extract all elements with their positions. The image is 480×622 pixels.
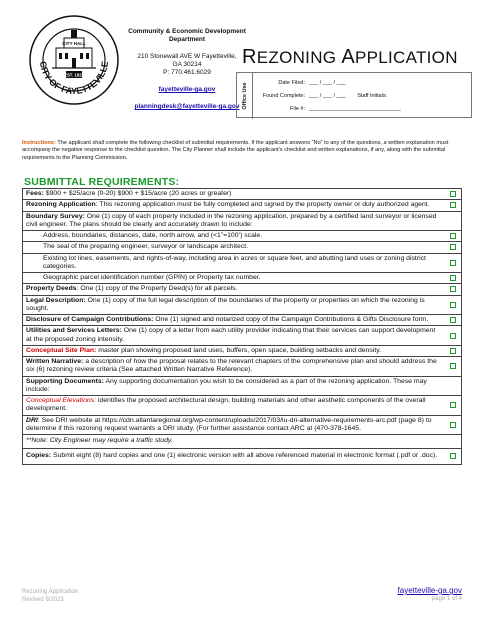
footer-left (22, 588, 78, 604)
instructions-text: The applicant shall complete the following checklist of submittal requirements. If the applicant answers “No” to any of the questions, a written explanation must accompany the negative response to the checklist question. The City Planner shall include the applicant’s checklist and written explanations, if any, along with the submittal requirements to the Planning Commission. (22, 140, 449, 161)
survey-gpin-checkbox[interactable] (450, 275, 456, 281)
checklist-row-survey-gpin: Geographic parcel identification number (GPIN) or Property tax number. (23, 273, 461, 284)
instructions-paragraph (22, 140, 462, 162)
checklist-row-utilities-letters: Utilities and Services Letters: One (1) copy of a letter from each utility provider indicating that their services can support development at the proposed zoning intensity. (23, 326, 461, 346)
checklist-row-copies: Copies: Submit eight (8) hard copies and one (1) electronic version with all above referenced material in electronic format (.pdf or .doc). (23, 449, 461, 463)
page-title: REZONING APPLICATION (242, 46, 458, 68)
document-header (22, 10, 462, 134)
submittal-checklist (22, 188, 462, 465)
checklist-row-property-deeds: Property Deeds: One (1) copy of the Property Deed(s) for all parcels. (23, 284, 461, 295)
svg-text:CITY OF FAYETTEVILLE: CITY OF FAYETTEVILLE (37, 60, 111, 97)
footer-revised-date: Revised 9/2023 (22, 597, 64, 603)
submittal-requirements-heading: SUBMITTAL REQUIREMENTS: (24, 176, 180, 188)
conceptual-elevations-checkbox[interactable] (450, 402, 456, 408)
staff-initials-label: Staff Initials: (357, 93, 388, 99)
dri-checkbox[interactable] (450, 422, 456, 428)
survey-seal-checkbox[interactable] (450, 244, 456, 250)
page-number: page 1 of 4 (431, 596, 462, 602)
checklist-row-dri: DRI: See DRI website at https://cdn.atlantaregional.org/wp-content/uploads/2017/03/lu-dri-alternative-requirements-arc.pdf (page 8) to determine if this rezoning request warrants a DRI study. (For further assistance contact ARC at (470-378-1645. (23, 416, 461, 436)
checklist-row-survey-address: Address, boundaries, distances, date, north arrow, and (<1”=100’) scale. (23, 231, 461, 242)
campaign-disclosure-checkbox[interactable] (450, 317, 456, 323)
property-deeds-checkbox[interactable] (450, 286, 456, 292)
conceptual-site-plan-checkbox[interactable] (450, 348, 456, 354)
written-narrative-checkbox[interactable] (450, 363, 456, 369)
checklist-row-traffic-note: **Note: City Engineer may require a traffic study. (23, 435, 461, 449)
date-filed-field[interactable]: ___ / ___ / ___ (309, 80, 346, 86)
legal-description-checkbox[interactable] (450, 302, 456, 308)
found-complete-label: Found Complete: (262, 93, 305, 99)
checklist-row-fees: Fees: $900 + $25/acre (0-20) $900 + $15/acre (20 acres or greater) (23, 189, 461, 200)
department-contact-block (128, 28, 246, 111)
address-line-1: 210 Stonewall AVE W Fayetteville, (137, 53, 237, 60)
file-number-field[interactable]: ______________________________ (309, 106, 401, 112)
website-link[interactable]: fayetteville-ga.gov (158, 86, 216, 93)
checklist-row-survey-seal: The seal of the preparing engineer, surveyor or landscape architect. (23, 242, 461, 253)
department-name: Community & Economic Development Department (128, 28, 246, 43)
address-line-2: GA 30214 (172, 61, 202, 68)
footer-right (398, 586, 462, 604)
checklist-row-conceptual-site-plan: Conceptual Site Plan: master plan showing proposed land uses, buffers, open space, building setbacks and density. (23, 346, 461, 357)
checklist-row-campaign-disclosure: Disclosure of Campaign Contributions: One (1) signed and notarized copy of the Campaign Contributions & Gifts Disclosure form. (23, 315, 461, 326)
found-complete-field[interactable]: ___ / ___ / ___ (309, 93, 346, 99)
file-number-label: File #: (290, 106, 305, 112)
survey-lot-lines-checkbox[interactable] (450, 260, 456, 266)
city-seal-logo (28, 14, 120, 106)
checklist-row-boundary-survey: Boundary Survey: One (1) copy of each property included in the rezoning application, prepared by a certified land surveyor or licensed civil engineer. The plans should be clearly and accurately drawn to include: (23, 212, 461, 232)
checklist-row-rezoning-application: Rezoning Application: This rezoning application must be fully completed and signed by the property owner or duly authorized agent. (23, 200, 461, 211)
svg-text:EST. 1823: EST. 1823 (64, 72, 84, 78)
office-use-label: Office Use (241, 82, 248, 110)
rezoning-application-checkbox[interactable] (450, 202, 456, 208)
phone-number: P: 770.461.6029 (163, 69, 211, 76)
copies-checkbox[interactable] (450, 453, 456, 459)
office-use-box (236, 72, 472, 118)
checklist-row-survey-lot-lines: Existing lot lines, easements, and rights-of-way, including area in acres or square feet, and abutting land uses or zoning district categories. (23, 254, 461, 274)
survey-address-checkbox[interactable] (450, 233, 456, 239)
footer-website-link[interactable]: fayetteville-ga.gov (397, 586, 462, 595)
checklist-row-supporting-documents: Supporting Documents: Any supporting documentation you wish to be considered as a part of the rezoning application. These may include: (23, 377, 461, 397)
email-link[interactable]: planningdesk@fayetteville-ga.gov (134, 103, 240, 110)
fees-checkbox[interactable] (450, 191, 456, 197)
checklist-row-conceptual-elevations: Conceptual Elevations: identifies the proposed architectural design, building materials and other aesthetic components of the overall development. (23, 396, 461, 416)
checklist-row-written-narrative: Written Narrative: a description of how the proposal relates to the relevant chapters of the comprehensive plan and should address the six (6) rezoning review criteria (See attached Written Narrative Reference). (23, 357, 461, 377)
instructions-label: Instructions: (22, 140, 56, 146)
footer-document-name: Rezoning Application (22, 589, 79, 595)
utilities-letters-checkbox[interactable] (450, 333, 456, 339)
svg-text:CITY HALL: CITY HALL (62, 41, 86, 46)
date-filed-label: Date Filed: (278, 80, 305, 86)
checklist-row-legal-description: Legal Description: One (1) copy of the full legal description of the boundaries of the property or properties on which the rezoning is sought. (23, 296, 461, 316)
